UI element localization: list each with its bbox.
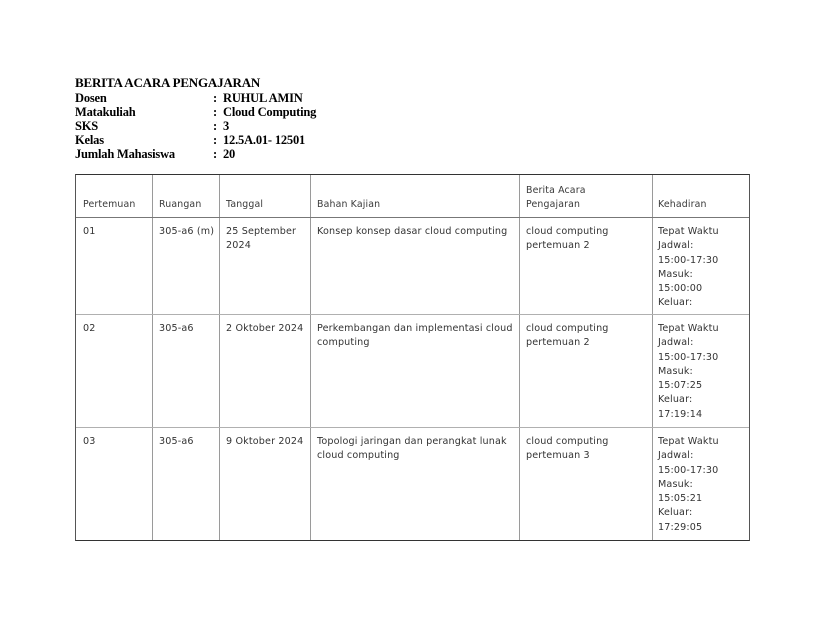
kehadiran-line: 17:29:05 [658,521,703,533]
row2-ruangan: 305-a6 [159,323,194,334]
bahan-line: Perkembangan dan implementasi cloud [317,323,513,334]
berita-line: pertemuan 2 [526,240,590,252]
bahan-line: Topologi jaringan dan perangkat lunak [317,436,507,447]
header-berita-line: Berita Acara [526,185,586,196]
kehadiran-line: Jadwal: [658,337,694,349]
row2-pertemuan: 02 [83,323,96,334]
berita-line: pertemuan 2 [526,337,590,349]
document-title: BERITA ACARA PENGAJARAN [75,75,261,90]
kehadiran-line: 15:07:25 [658,380,703,392]
kehadiran-line: Tepat Waktu [658,323,719,334]
berita-line: pertemuan 3 [526,450,590,462]
info-label: Jumlah Mahasiswa [75,147,175,161]
row1-ruangan: 305-a6 (m) [159,226,215,237]
row-divider [76,314,749,315]
kehadiran-line: Keluar: [658,297,693,309]
info-label: Matakuliah [75,105,136,119]
row1-pertemuan: 01 [83,226,96,237]
tanggal-line: 2 Oktober 2024 [226,323,304,334]
kehadiran-line: 15:00-17:30 [658,351,719,363]
row2-berita-acara [526,322,609,351]
kehadiran-line: Masuk: [658,365,693,377]
info-value: 12.5A.01- 12501 [223,133,306,147]
header-pertemuan: Pertemuan [83,199,136,210]
column-divider [310,175,311,540]
column-divider [219,175,220,540]
info-colon: : [213,119,217,133]
kehadiran-line: Jadwal: [658,240,694,252]
row-divider [76,427,749,428]
tanggal-line: 25 September [226,226,297,237]
tanggal-line: 2024 [226,240,252,252]
header-ruangan: Ruangan [159,199,202,210]
kehadiran-line: Tepat Waktu [658,436,719,447]
row2-bahan-kajian [317,322,513,351]
tanggal-line: 9 Oktober 2024 [226,436,304,447]
info-colon: : [213,133,217,147]
kehadiran-line: Masuk: [658,478,693,490]
kehadiran-line: Tepat Waktu [658,226,719,237]
info-colon: : [213,147,217,161]
info-colon: : [213,91,217,105]
header-berita-line: Pengajaran [526,199,581,211]
row3-bahan-kajian [317,435,507,464]
attendance-table [75,174,750,541]
kehadiran-line: 15:00-17:30 [658,254,719,266]
header-divider [76,217,749,218]
row3-berita-acara [526,435,609,464]
row1-berita-acara [526,225,609,254]
bahan-line: Konsep konsep dasar cloud computing [317,226,508,237]
info-value: RUHUL AMIN [223,91,303,105]
row3-pertemuan: 03 [83,436,96,447]
info-value: Cloud Computing [223,105,317,119]
info-label: SKS [75,119,99,133]
berita-line: cloud computing [526,226,609,237]
row3-ruangan: 305-a6 [159,436,194,447]
row3-kehadiran [658,435,719,535]
info-colon: : [213,105,217,119]
info-label: Kelas [75,133,104,147]
header-bahan-kajian: Bahan Kajian [317,199,381,210]
column-divider [152,175,153,540]
info-value: 20 [223,147,236,161]
row3-tanggal [226,435,303,449]
kehadiran-line: 15:05:21 [658,493,703,505]
berita-line: cloud computing [526,436,609,447]
column-divider [652,175,653,540]
info-label: Dosen [75,91,107,105]
header-tanggal: Tanggal [226,199,264,210]
kehadiran-line: Keluar: [658,394,693,406]
bahan-line: computing [317,337,370,349]
kehadiran-line: 15:00:00 [658,283,703,295]
kehadiran-line: 15:00-17:30 [658,464,719,476]
column-divider [519,175,520,540]
row2-kehadiran [658,322,719,422]
info-value: 3 [223,119,230,133]
header-kehadiran: Kehadiran [658,199,707,210]
header-berita-acara [526,184,586,213]
kehadiran-line: Masuk: [658,268,693,280]
row2-tanggal [226,322,303,336]
kehadiran-line: Jadwal: [658,450,694,462]
row1-bahan-kajian [317,225,507,239]
kehadiran-line: 17:19:14 [658,408,703,420]
row1-kehadiran [658,225,719,311]
berita-line: cloud computing [526,323,609,334]
kehadiran-line: Keluar: [658,507,693,519]
bahan-line: cloud computing [317,450,400,462]
row1-tanggal [226,225,296,254]
